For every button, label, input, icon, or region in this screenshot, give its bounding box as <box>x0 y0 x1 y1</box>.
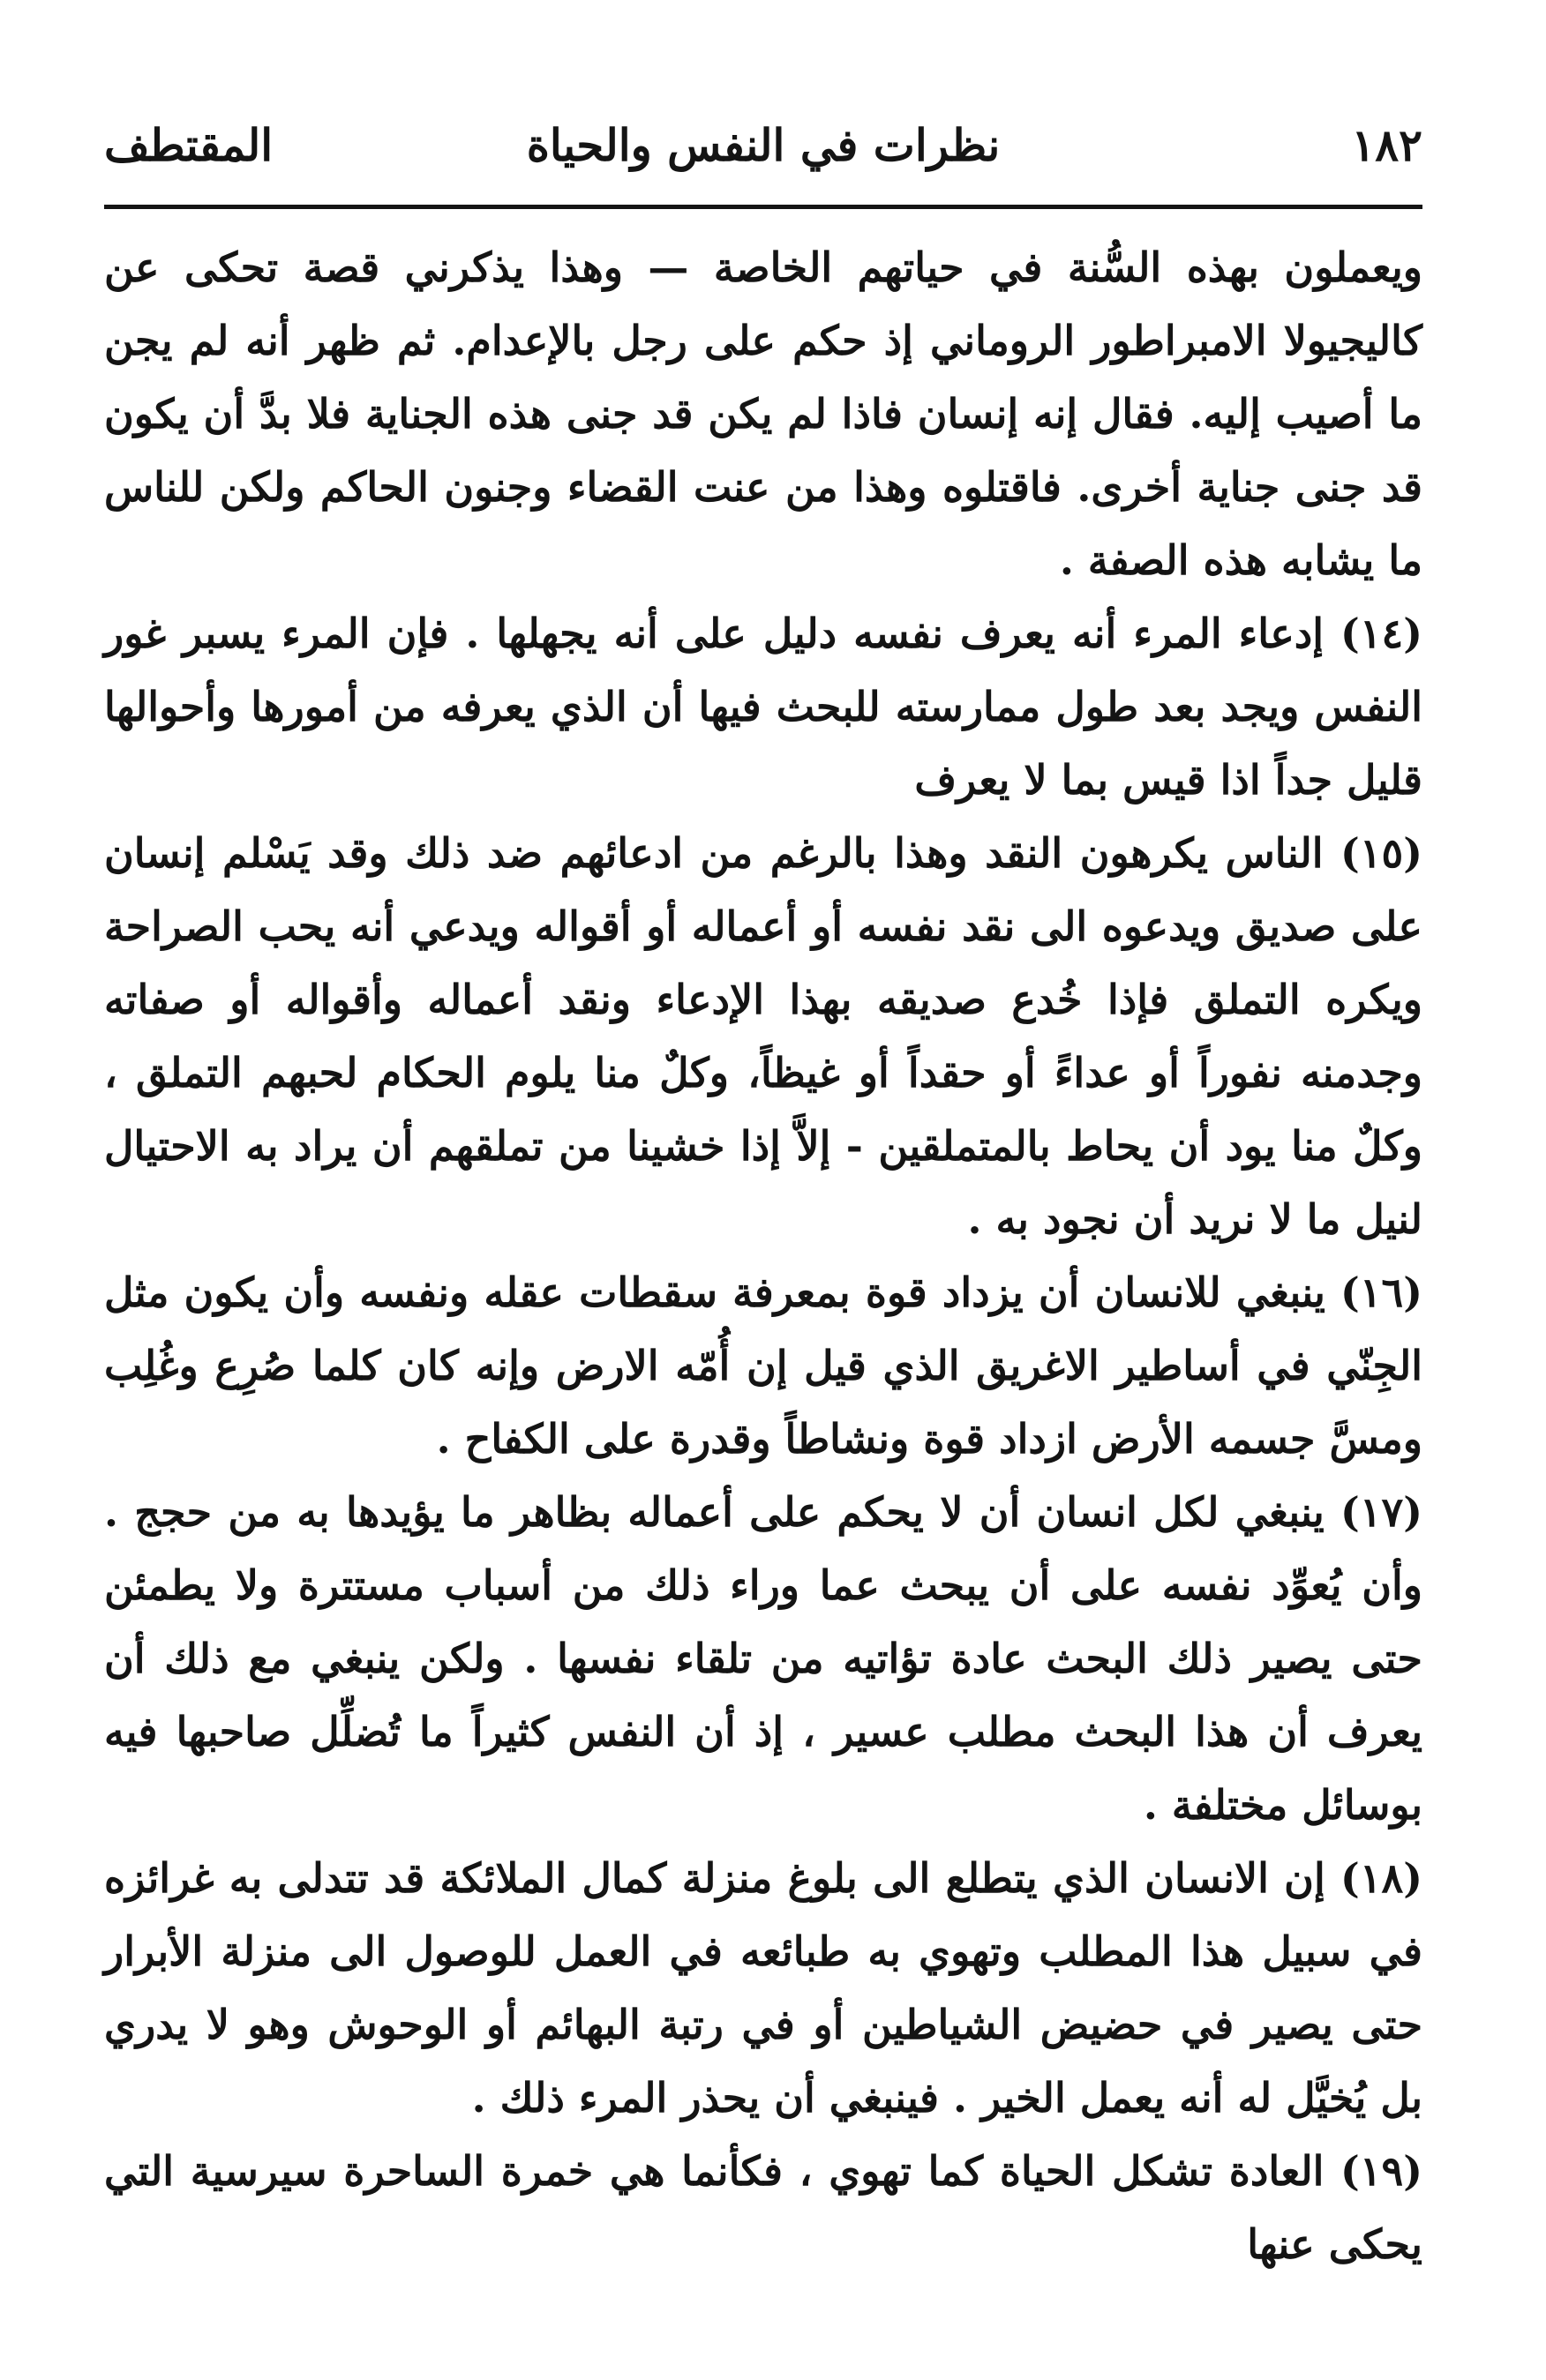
header-rule <box>104 205 1422 209</box>
page-header <box>104 106 1422 185</box>
paragraph-continuation: ويعملون بهذه السُّنة في حياتهم الخاصة — وهذا يذكرني قصة تحكى عن كاليجيولا الامبراطور الروماني إذ حكم على رجل بالإعدام. ثم ظهر أنه لم يجن ما أصيب إليه. فقال إنه إنسان فاذا لم يكن قد جنى هذه الجناية فلا بدَّ أن يكون قد جنى جناية أخرى. فاقتلوه وهذا من عنت القضاء وجنون الحاكم ولكن للناس ما يشابه هذه الصفة . <box>104 243 1422 584</box>
page-number: ١٨٢ <box>1351 119 1422 171</box>
paragraph-17: (١٧) ينبغي لكل انسان أن لا يحكم على أعماله بظاهر ما يؤيدها به من حجج . وأن يُعوِّد نفسه على أن يبحث عما وراء ذلك من أسباب مستترة ولا يطمئن حتى يصير ذلك البحث عادة تؤاتيه من تلقاء نفسها . ولكن ينبغي مع ذلك أن يعرف أن هذا البحث مطلب عسير ، إذ أن النفس كثيراً ما تُضلِّل صاحبها فيه بوسائل مختلفة . <box>104 1488 1422 1829</box>
paragraph-18: (١٨) إن الانسان الذي يتطلع الى بلوغ منزلة كمال الملائكة قد تتدلى به غرائزه في سبيل هذا المطلب وتهوي به طبائعه في العمل للوصول الى منزلة الأبرار حتى يصير في حضيض الشياطين أو في رتبة البهائم أو الوحوش وهو لا يدري بل يُخيَّل له أنه يعمل الخير . فينبغي أن يحذر المرء ذلك . <box>104 1854 1422 2122</box>
paragraph-19: (١٩) العادة تشكل الحياة كما تهوي ، فكأنما هي خمرة الساحرة سيرسية التي يحكى عنها <box>104 2147 1422 2268</box>
article-body <box>104 231 1422 2281</box>
paragraph-16: (١٦) ينبغي للانسان أن يزداد قوة بمعرفة سقطات عقله ونفسه وأن يكون مثل الجِنّي في أساطير الاغريق الذي قيل إن أُمّه الارض وإنه كان كلما صُرِع وغُلِب ومسَّ جسمه الأرض ازداد قوة ونشاطاً وقدرة على الكفاح . <box>104 1269 1422 1463</box>
journal-name: المقتطف <box>104 119 274 171</box>
running-title: نظرات في النفس والحياة <box>526 119 1001 171</box>
paragraph-15: (١٥) الناس يكرهون النقد وهذا بالرغم من ادعائهم ضد ذلك وقد يَسْلم إنسان على صديق ويدعوه الى نقد نفسه أو أعماله أو أقواله ويدعي أنه يحب الصراحة ويكره التملق فإذا خُدع صديقه بهذا الإدعاء ونقد أعماله وأقواله أو صفاته وجدمنه نفوراً أو عداءً أو حقداً أو غيظاً، وكلٌ منا يلوم الحكام لحبهم التملق ، وكلٌ منا يود أن يحاط بالمتملقين - إلاَّ إذا خشينا من تملقهم أن يراد به الاحتيال لنيل ما لا نريد أن نجود به . <box>104 829 1422 1243</box>
paragraph-14: (١٤) إدعاء المرء أنه يعرف نفسه دليل على أنه يجهلها . فإن المرء يسبر غور النفس ويجد بعد طول ممارسته للبحث فيها أن الذي يعرفه من أمورها وأحوالها قليل جداً اذا قيس بما لا يعرف <box>104 610 1422 804</box>
